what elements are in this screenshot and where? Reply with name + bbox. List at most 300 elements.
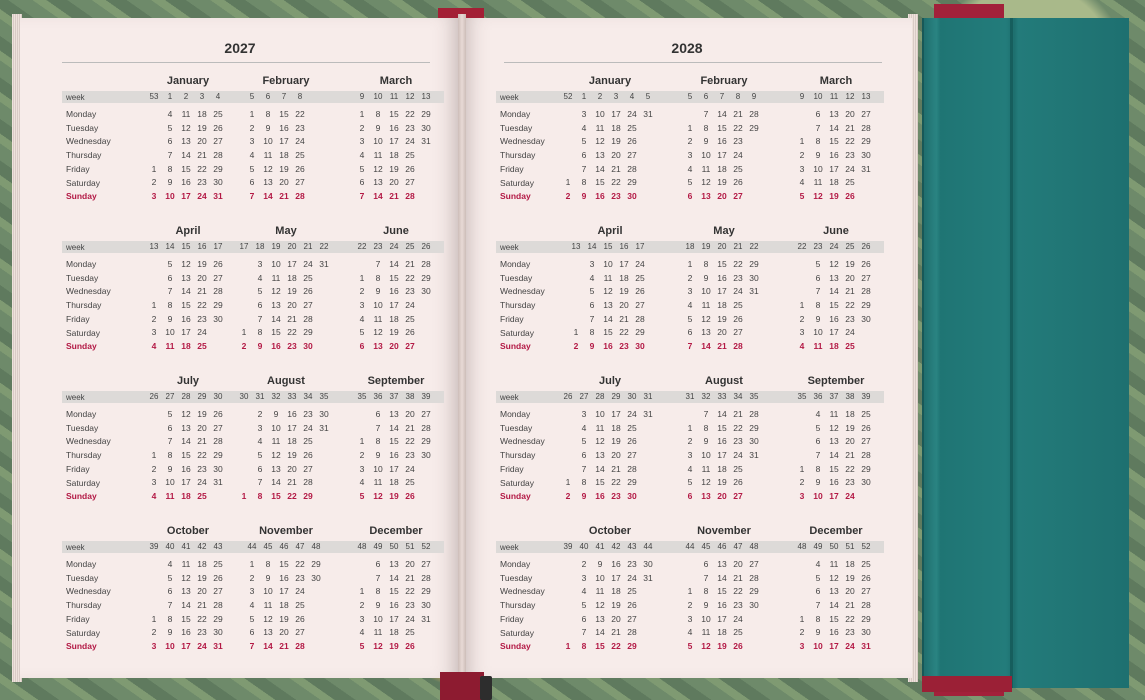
date-cell: 14	[389, 572, 399, 583]
day-row	[796, 175, 876, 189]
date-cell: 19	[279, 163, 289, 174]
date-cell: 2	[249, 572, 255, 583]
day-label-wednesday: Wednesday	[66, 136, 111, 147]
day-row	[238, 339, 334, 353]
date-cell: 5	[359, 491, 365, 502]
week-number: 8	[735, 92, 741, 101]
date-cell: 27	[303, 300, 313, 311]
day-label-saturday: Saturday	[66, 627, 101, 638]
date-cell: 21	[389, 191, 399, 202]
week-number: 41	[181, 542, 191, 551]
week-number: 40	[165, 542, 175, 551]
date-cell: 17	[611, 109, 621, 119]
day-row	[684, 175, 764, 189]
date-cell: 26	[861, 422, 871, 433]
month-march	[356, 74, 436, 203]
week-label: week	[66, 393, 85, 402]
day-row	[246, 134, 326, 148]
day-row	[356, 639, 436, 653]
date-cell: 5	[815, 422, 821, 433]
day-row	[238, 489, 334, 503]
date-cell: 22	[845, 463, 855, 474]
week-number: 4	[629, 92, 635, 101]
date-cell: 9	[167, 627, 173, 638]
date-cell: 5	[815, 572, 821, 583]
day-row	[246, 557, 326, 571]
day-row	[570, 284, 650, 298]
day-row	[356, 121, 436, 135]
date-cell: 4	[151, 491, 157, 502]
day-row	[356, 612, 436, 626]
date-cell: 1	[151, 613, 157, 624]
date-cell: 25	[845, 341, 855, 352]
week-number: 44	[247, 542, 257, 551]
week-number: 49	[813, 542, 823, 551]
week-number: 34	[733, 392, 743, 401]
month-february	[684, 74, 764, 203]
day-label-monday: Monday	[500, 109, 531, 119]
week-number: 39	[563, 542, 573, 551]
date-cell: 23	[405, 122, 415, 133]
date-cell: 6	[687, 191, 693, 202]
date-cell: 17	[181, 641, 191, 652]
date-cell: 5	[581, 436, 587, 447]
week-number: 42	[197, 542, 207, 551]
day-row	[356, 571, 436, 585]
right-page-2028	[462, 18, 912, 678]
day-row	[684, 612, 764, 626]
date-cell: 19	[197, 409, 207, 419]
date-cell: 7	[375, 259, 381, 269]
date-cell: 18	[287, 272, 297, 283]
date-cell: 19	[389, 641, 399, 652]
date-cell: 21	[405, 422, 415, 433]
day-row	[796, 298, 876, 312]
date-cell: 18	[279, 600, 289, 611]
date-cell: 26	[303, 286, 313, 297]
day-label-tuesday: Tuesday	[66, 122, 99, 133]
day-row	[684, 407, 764, 421]
week-label: week	[66, 243, 85, 252]
day-row	[684, 298, 764, 312]
week-number: 49	[373, 542, 383, 551]
date-cell: 4	[581, 422, 587, 433]
week-number: 31	[255, 392, 265, 401]
date-cell: 1	[799, 613, 805, 624]
day-row	[238, 475, 334, 489]
date-cell: 12	[829, 259, 839, 269]
date-cell: 25	[733, 163, 743, 174]
day-row	[148, 598, 228, 612]
month-november	[684, 524, 764, 653]
day-row	[562, 489, 658, 503]
day-row	[570, 257, 650, 271]
date-cell: 16	[181, 177, 191, 188]
date-cell: 25	[197, 341, 207, 352]
date-cell: 14	[595, 627, 605, 638]
date-cell: 29	[861, 613, 871, 624]
date-cell: 14	[595, 463, 605, 474]
month-name: April	[597, 225, 623, 237]
week-number: 50	[389, 542, 399, 551]
day-label-saturday: Saturday	[500, 477, 535, 488]
date-cell: 18	[619, 272, 629, 283]
date-cell: 21	[197, 150, 207, 161]
week-number: 44	[643, 542, 653, 551]
month-name: June	[383, 225, 409, 237]
date-cell: 16	[603, 341, 613, 352]
date-cell: 27	[733, 491, 743, 502]
day-label-wednesday: Wednesday	[66, 286, 111, 297]
week-label: week	[500, 393, 519, 402]
month-name: December	[369, 525, 423, 537]
date-cell: 4	[799, 177, 805, 188]
date-cell: 15	[389, 272, 399, 283]
date-cell: 18	[287, 436, 297, 447]
day-label-saturday: Saturday	[66, 477, 101, 488]
month-august	[238, 374, 334, 503]
date-cell: 29	[635, 327, 645, 338]
date-cell: 31	[749, 450, 759, 461]
date-cell: 24	[303, 259, 313, 269]
date-cell: 4	[151, 341, 157, 352]
month-name: October	[166, 525, 210, 537]
week-numbers	[796, 91, 876, 103]
date-cell: 21	[845, 450, 855, 461]
date-cell: 30	[421, 286, 431, 297]
month-name: January	[588, 75, 632, 87]
day-row	[562, 121, 658, 135]
date-cell: 21	[611, 163, 621, 174]
date-cell: 23	[197, 463, 207, 474]
week-number: 13	[571, 242, 581, 251]
date-cell: 7	[249, 641, 255, 652]
date-cell: 11	[829, 559, 839, 569]
date-cell: 30	[421, 122, 431, 133]
date-cell: 20	[717, 327, 727, 338]
day-label-saturday: Saturday	[500, 327, 535, 338]
date-cell: 17	[829, 491, 839, 502]
date-cell: 4	[687, 163, 693, 174]
day-row	[796, 148, 876, 162]
date-cell: 15	[829, 613, 839, 624]
week-number: 25	[405, 242, 415, 251]
date-cell: 21	[279, 641, 289, 652]
date-cell: 6	[589, 300, 595, 311]
date-cell: 25	[197, 491, 207, 502]
date-cell: 8	[703, 422, 709, 433]
day-row	[238, 448, 334, 462]
date-cell: 30	[861, 627, 871, 638]
date-cell: 8	[375, 436, 381, 447]
date-cell: 9	[265, 122, 271, 133]
date-cell: 18	[181, 491, 191, 502]
date-cell: 2	[687, 436, 693, 447]
date-cell: 25	[405, 477, 415, 488]
date-cell: 5	[359, 641, 365, 652]
date-cell: 23	[627, 559, 637, 569]
week-number: 22	[319, 242, 329, 251]
week-number: 47	[295, 542, 305, 551]
date-cell: 17	[829, 163, 839, 174]
date-cell: 19	[611, 600, 621, 611]
date-cell: 27	[421, 559, 431, 569]
week-number: 10	[813, 92, 823, 101]
date-cell: 26	[733, 641, 743, 652]
date-cell: 16	[717, 600, 727, 611]
date-cell: 4	[249, 600, 255, 611]
day-row	[356, 339, 436, 353]
month-name: January	[166, 75, 210, 87]
date-cell: 13	[181, 422, 191, 433]
day-row	[148, 475, 228, 489]
day-label-thursday: Thursday	[500, 450, 536, 461]
date-cell: 15	[717, 422, 727, 433]
date-cell: 30	[303, 341, 313, 352]
month-name: November	[697, 525, 751, 537]
week-number: 15	[603, 242, 613, 251]
date-cell: 12	[595, 436, 605, 447]
date-cell: 27	[421, 409, 431, 419]
date-cell: 23	[733, 600, 743, 611]
date-cell: 15	[829, 136, 839, 147]
date-cell: 12	[263, 613, 273, 624]
month-name: September	[367, 375, 425, 387]
date-cell: 22	[405, 109, 415, 119]
week-number: 42	[611, 542, 621, 551]
date-cell: 3	[359, 613, 365, 624]
date-cell: 24	[635, 259, 645, 269]
date-cell: 9	[167, 313, 173, 324]
day-row	[796, 462, 876, 476]
day-row	[796, 434, 876, 448]
date-cell: 13	[389, 559, 399, 569]
date-cell: 13	[717, 559, 727, 569]
date-cell: 3	[151, 191, 157, 202]
date-cell: 9	[703, 600, 709, 611]
date-cell: 10	[813, 491, 823, 502]
date-cell: 16	[271, 341, 281, 352]
date-cell: 5	[167, 409, 173, 419]
date-cell: 30	[319, 409, 329, 419]
date-cell: 26	[627, 600, 637, 611]
week-numbers	[148, 91, 228, 103]
day-row	[684, 489, 764, 503]
date-cell: 31	[749, 286, 759, 297]
date-cell: 1	[151, 450, 157, 461]
date-cell: 28	[213, 436, 223, 447]
day-row	[796, 107, 876, 121]
day-label-tuesday: Tuesday	[500, 272, 533, 283]
date-cell: 8	[815, 300, 821, 311]
date-cell: 6	[167, 272, 173, 283]
date-cell: 14	[717, 572, 727, 583]
date-cell: 20	[619, 300, 629, 311]
week-number: 38	[405, 392, 415, 401]
date-cell: 9	[167, 463, 173, 474]
day-label-sunday: Sunday	[66, 191, 97, 202]
date-cell: 18	[829, 341, 839, 352]
day-label-thursday: Thursday	[66, 300, 102, 311]
day-row	[796, 312, 876, 326]
date-cell: 15	[279, 559, 289, 569]
day-row	[246, 598, 326, 612]
day-row	[562, 584, 658, 598]
day-row	[684, 475, 764, 489]
date-cell: 9	[375, 286, 381, 297]
date-cell: 24	[295, 136, 305, 147]
date-cell: 5	[799, 191, 805, 202]
date-cell: 10	[165, 641, 175, 652]
date-cell: 8	[257, 491, 263, 502]
date-cell: 6	[687, 327, 693, 338]
date-cell: 17	[181, 477, 191, 488]
date-cell: 5	[167, 259, 173, 269]
week-number: 32	[701, 392, 711, 401]
month-september	[356, 374, 436, 503]
date-cell: 22	[733, 259, 743, 269]
date-cell: 2	[359, 600, 365, 611]
date-cell: 31	[421, 613, 431, 624]
week-number: 26	[563, 392, 573, 401]
date-cell: 15	[717, 259, 727, 269]
week-number: 32	[271, 392, 281, 401]
date-cell: 16	[717, 272, 727, 283]
date-cell: 2	[687, 136, 693, 147]
date-cell: 12	[595, 600, 605, 611]
date-cell: 15	[717, 122, 727, 133]
date-cell: 3	[249, 586, 255, 597]
week-number: 19	[271, 242, 281, 251]
date-cell: 9	[703, 136, 709, 147]
day-row	[562, 598, 658, 612]
date-cell: 16	[829, 313, 839, 324]
date-cell: 4	[359, 627, 365, 638]
day-row	[356, 325, 436, 339]
month-august	[684, 374, 764, 503]
week-number: 2	[597, 92, 603, 101]
date-cell: 11	[595, 586, 605, 597]
book-gutter	[458, 14, 466, 684]
date-cell: 17	[279, 586, 289, 597]
date-cell: 29	[749, 122, 759, 133]
date-cell: 8	[703, 122, 709, 133]
week-number: 52	[421, 542, 431, 551]
date-cell: 19	[845, 259, 855, 269]
date-cell: 15	[181, 450, 191, 461]
date-cell: 25	[733, 463, 743, 474]
date-cell: 12	[595, 136, 605, 147]
date-cell: 3	[799, 163, 805, 174]
date-cell: 27	[861, 109, 871, 119]
week-numbers	[356, 241, 436, 253]
week-number: 48	[797, 542, 807, 551]
month-july	[562, 374, 658, 503]
date-cell: 23	[845, 627, 855, 638]
date-cell: 6	[687, 491, 693, 502]
date-cell: 18	[829, 177, 839, 188]
week-number: 7	[719, 92, 725, 101]
date-cell: 28	[421, 422, 431, 433]
date-cell: 28	[627, 463, 637, 474]
day-row	[562, 571, 658, 585]
date-cell: 14	[263, 641, 273, 652]
day-row	[238, 312, 334, 326]
date-cell: 7	[703, 109, 709, 119]
date-cell: 21	[611, 627, 621, 638]
date-cell: 11	[373, 150, 383, 161]
date-cell: 25	[861, 409, 871, 419]
date-cell: 23	[733, 136, 743, 147]
day-row	[148, 107, 228, 121]
week-number: 46	[279, 542, 289, 551]
day-row	[356, 462, 436, 476]
day-row	[148, 134, 228, 148]
date-cell: 21	[733, 409, 743, 419]
date-cell: 3	[359, 300, 365, 311]
date-cell: 20	[717, 191, 727, 202]
date-cell: 26	[295, 613, 305, 624]
week-number: 51	[405, 542, 415, 551]
day-label-sunday: Sunday	[500, 191, 531, 202]
day-row	[238, 284, 334, 298]
date-cell: 31	[319, 259, 329, 269]
date-cell: 2	[565, 191, 571, 202]
date-cell: 21	[845, 600, 855, 611]
date-cell: 10	[373, 300, 383, 311]
date-cell: 6	[375, 409, 381, 419]
date-cell: 12	[701, 641, 711, 652]
date-cell: 15	[389, 109, 399, 119]
date-cell: 9	[257, 341, 263, 352]
date-cell: 11	[263, 600, 273, 611]
date-cell: 25	[405, 150, 415, 161]
day-row	[356, 284, 436, 298]
date-cell: 6	[581, 150, 587, 161]
date-cell: 17	[829, 327, 839, 338]
week-number: 37	[829, 392, 839, 401]
date-cell: 1	[687, 259, 693, 269]
date-cell: 21	[197, 600, 207, 611]
date-cell: 4	[249, 150, 255, 161]
day-row	[684, 271, 764, 285]
date-cell: 7	[257, 313, 263, 324]
day-row	[796, 134, 876, 148]
week-number: 26	[149, 392, 159, 401]
week-number: 29	[611, 392, 621, 401]
week-numbers	[562, 91, 658, 103]
date-cell: 29	[421, 272, 431, 283]
day-label-friday: Friday	[500, 613, 524, 624]
day-label-tuesday: Tuesday	[66, 422, 99, 433]
week-number: 50	[829, 542, 839, 551]
date-cell: 22	[619, 327, 629, 338]
date-cell: 30	[749, 600, 759, 611]
date-cell: 2	[687, 600, 693, 611]
date-cell: 29	[421, 436, 431, 447]
day-row	[684, 584, 764, 598]
week-number: 52	[861, 542, 871, 551]
date-cell: 18	[611, 422, 621, 433]
date-cell: 13	[829, 272, 839, 283]
day-label-saturday: Saturday	[500, 627, 535, 638]
day-row	[684, 134, 764, 148]
date-cell: 5	[167, 572, 173, 583]
day-row	[148, 271, 228, 285]
day-row	[796, 407, 876, 421]
date-cell: 28	[405, 191, 415, 202]
week-number: 5	[687, 92, 693, 101]
